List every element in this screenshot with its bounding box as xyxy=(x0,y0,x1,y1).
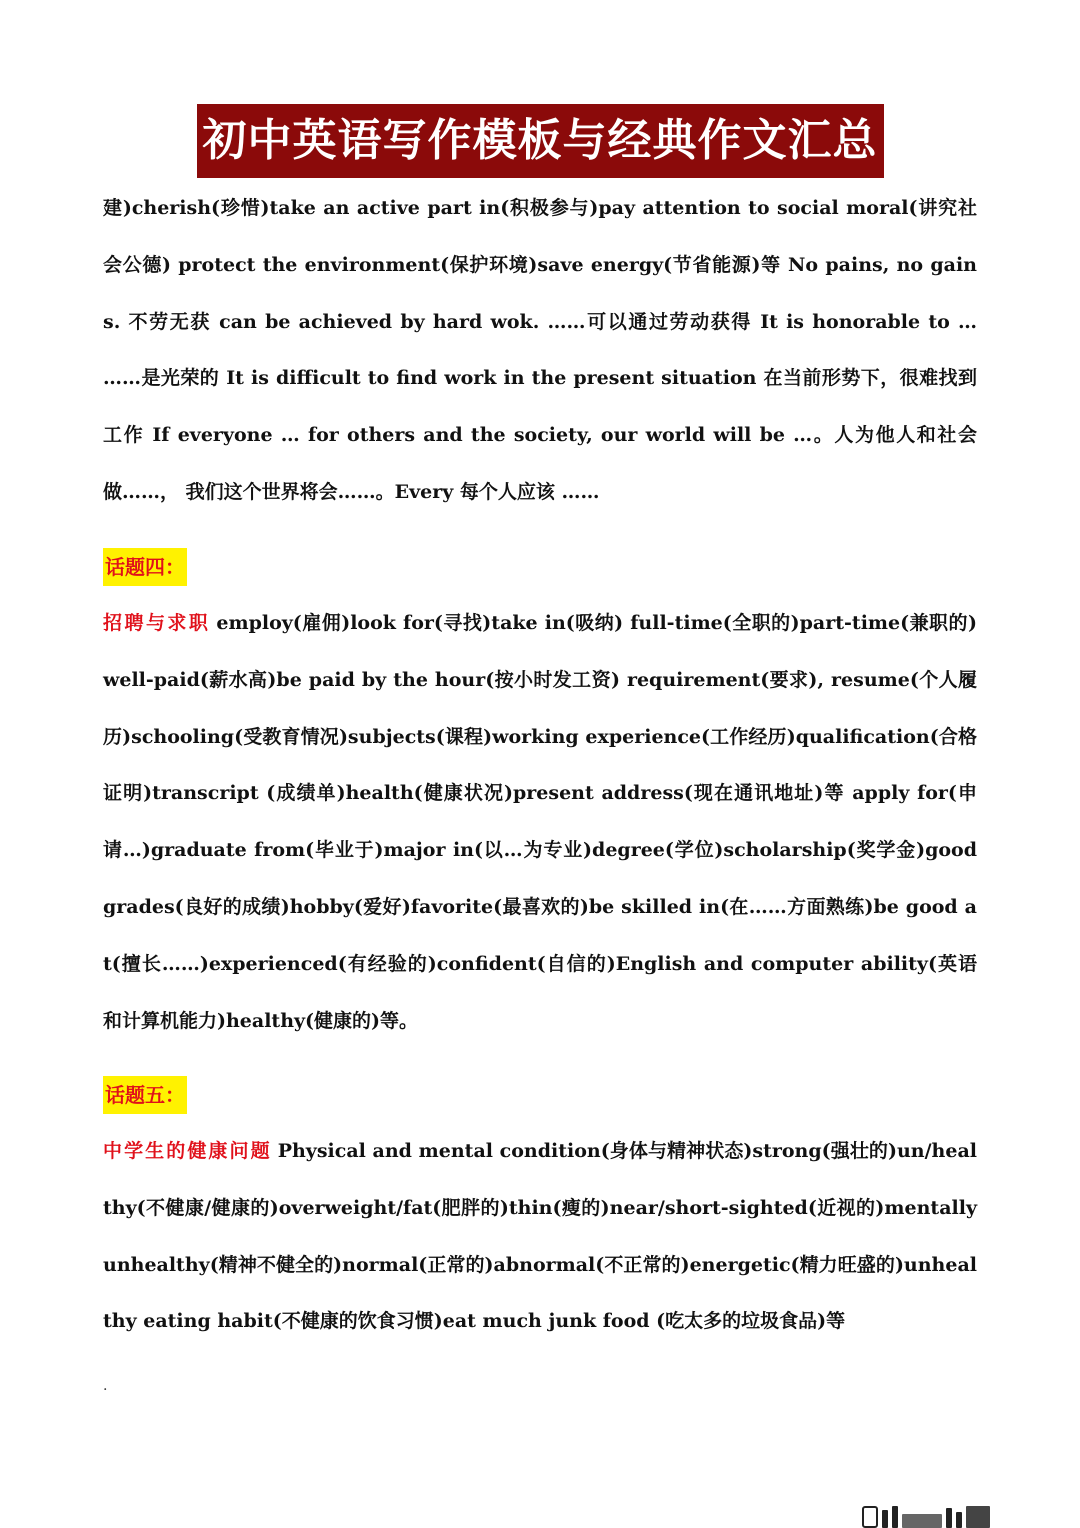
topic5-label: 话题五： xyxy=(103,1076,187,1114)
topic4-text: employ(雇佣)look for(寻找)take in(吸纳) full-time(全职的)part-time(兼职的)well-paid(薪水高)be paid by the hour(按小时发工资) requirement(要求), resume(个人履历)schooling(受教育情况)subjects(课程)working experience(工作经历)qualification(合格证明)transcript (成绩单)health(健康状况)present address(现在通讯地址)等 apply for(申请…)graduate from(毕业于)major in(以…为专业)degree(学位)scholarship(奖学金)good grades(良好的成绩)hobby(爱好)favorite(最喜欢的)be skilled in(在……方面熟练)be good at(擅长……)experienced(有经验的)confident(自信的)English and computer ability(英语和计算机能力)healthy(健康的)等。 xyxy=(103,612,977,1032)
topic5-text: Physical and mental condition(身体与精神状态)strong(强壮的)un/healthy(不健康/健康的)overweight/fat(肥胖的)thin(瘦的)near/short-sighted(近视的)mentally unhealthy(精神不健全的)normal(正常的)abnormal(不正常的)energetic(精力旺盛的)unhealthy eating habit(不健康的饮食习惯)eat much junk food (吃太多的垃圾食品)等 xyxy=(103,1140,977,1333)
topic4-label: 话题四： xyxy=(103,548,187,586)
topic4-lead: 招聘与求职 xyxy=(103,612,211,634)
progress-icon xyxy=(902,1514,942,1528)
bar-icon xyxy=(956,1512,962,1528)
stray-mark: . xyxy=(103,1378,108,1394)
bar-icon xyxy=(892,1506,898,1528)
bottom-toolbar xyxy=(862,1500,990,1528)
text-icon[interactable] xyxy=(966,1506,990,1528)
topic5-lead: 中学生的健康问题 xyxy=(103,1140,272,1162)
paragraph-topic4 xyxy=(103,595,977,1049)
bar-icon xyxy=(946,1508,952,1528)
paragraph-topic3-continued: 建)cherish(珍惜)take an active part in(积极参与)pay attention to social moral(讲究社会公德) protect the environment(保护环境)save energy(节省能源)等 No pains, no gains. 不劳无获 can be achieved by hard wok. ……可以通过劳动获得 It is honorable to … ……是光荣的 It is difficult to find work in the present situation 在当前形势下，很难找到工作 If everyone … for others and the society, our world will be …。人为他人和社会做……， 我们这个世界将会……。Every 每个人应该 …… xyxy=(103,197,977,503)
bar-icon xyxy=(882,1510,888,1528)
square-icon[interactable] xyxy=(862,1506,878,1528)
title-wrapper xyxy=(0,104,1080,178)
paragraph-topic5 xyxy=(103,1123,977,1350)
page-title: 初中英语写作模板与经典作文汇总 xyxy=(197,104,884,178)
